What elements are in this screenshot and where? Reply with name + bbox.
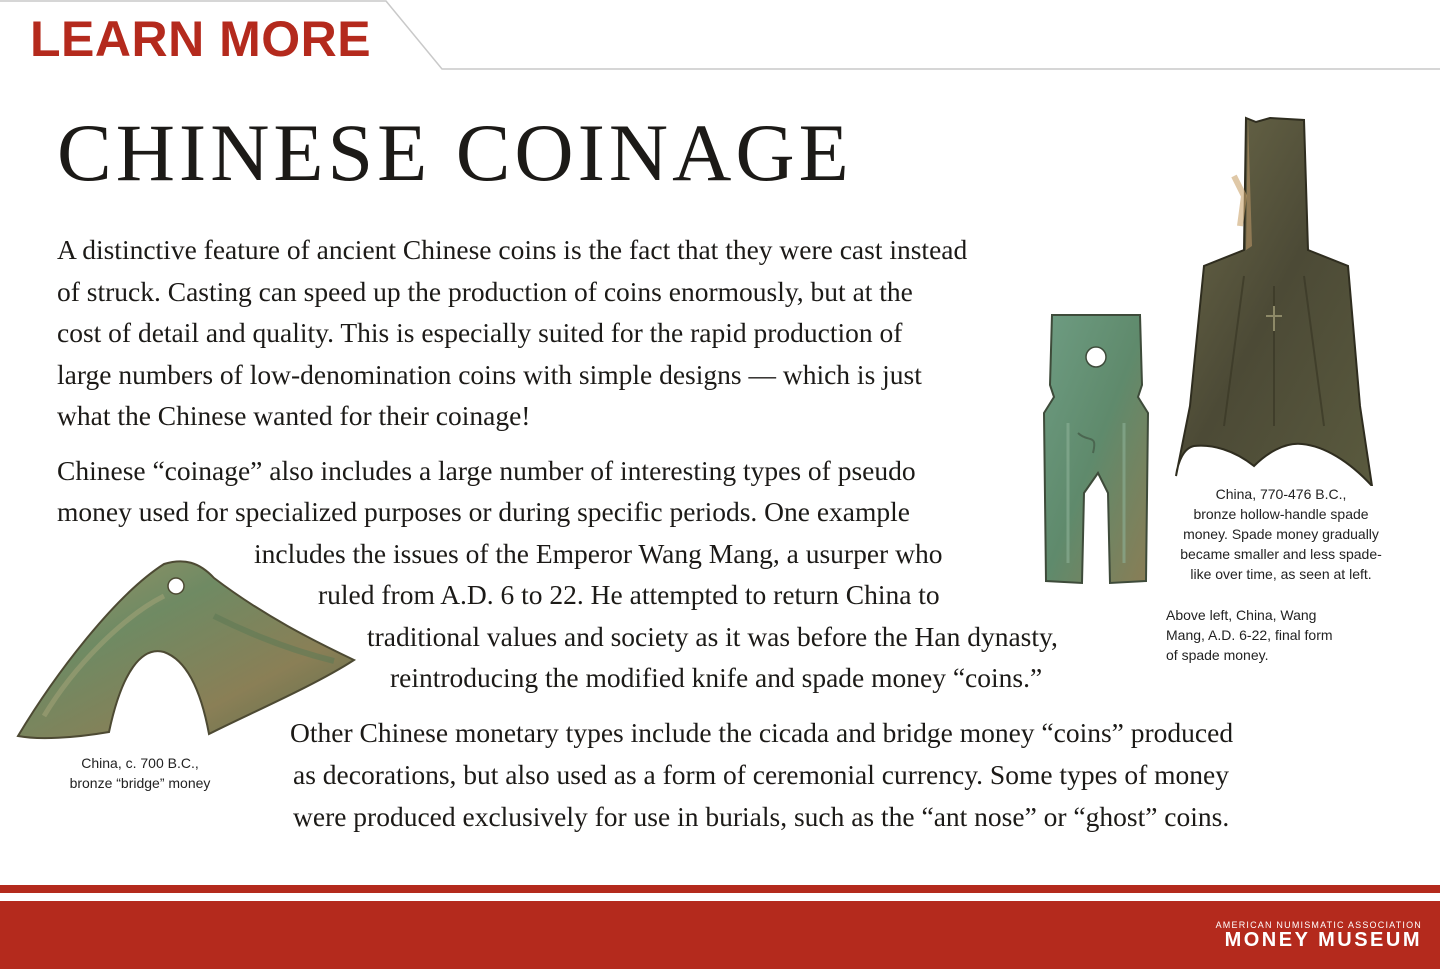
paragraph-line: as decorations, but also used as a form of ceremonial currency. Some types of money [293,759,1229,790]
paragraph-line: cost of detail and quality. This is especially suited for the rapid production of [57,317,903,348]
paragraph-1 [57,229,967,437]
org-name-small: AMERICAN NUMISMATIC ASSOCIATION [1215,920,1422,930]
bridge-caption [40,753,240,793]
caption-line: money. Spade money gradually [1183,526,1379,542]
caption-line: bronze hollow-handle spade [1193,506,1369,522]
hollow-spade-caption [1166,484,1396,584]
page-title: CHINESE COINAGE [57,107,853,198]
hollow-handle-spade-image [1174,116,1376,486]
paragraph-line: Other Chinese monetary types include the cicada and bridge money “coins” produced [290,717,1234,748]
caption-line: of spade money. [1166,647,1269,663]
paragraph-line: includes the issues of the Emperor Wang Mang, a usurper who [254,538,943,569]
wang-mang-caption [1166,605,1396,665]
paragraph-line: of struck. Casting can speed up the production of coins enormously, but at the [57,275,913,307]
paragraph-line: what the Chinese wanted for their coinage! [57,400,531,431]
learn-more-label: LEARN MORE [30,11,372,67]
caption-line: China, c. 700 B.C., [81,755,199,771]
bridge-money-image [14,556,359,746]
caption-line: like over time, as seen at left. [1190,566,1372,582]
org-name-logo: MONEY MUSEUM [1224,929,1422,951]
paragraph-line: large numbers of low-denomination coins with simple designs — which is just [57,358,922,390]
paragraph-line: were produced exclusively for use in burials, such as the “ant nose” or “ghost” coins. [293,801,1230,832]
paragraph-line: reintroducing the modified knife and spade money “coins.” [390,662,1043,693]
paragraph-line: money used for specialized purposes or during specific periods. One example [57,496,910,527]
caption-line: China, 770-476 B.C., [1215,486,1347,502]
paragraph-line: ruled from A.D. 6 to 22. He attempted to return China to [318,579,940,610]
footer-stripe [0,885,1440,893]
caption-line: bronze “bridge” money [69,775,211,791]
caption-line: became smaller and less spade- [1180,546,1382,562]
wang-mang-spade-image [1038,313,1153,585]
caption-line: Mang, A.D. 6-22, final form [1166,627,1333,643]
caption-line: Above left, China, Wang [1166,607,1317,623]
paragraph-line: traditional values and society as it was before the Han dynasty, [367,621,1058,652]
paragraph-line: A distinctive feature of ancient Chinese coins is the fact that they were cast instead [57,234,968,265]
paragraph-line: Chinese “coinage” also includes a large number of interesting types of pseudo [57,455,916,486]
